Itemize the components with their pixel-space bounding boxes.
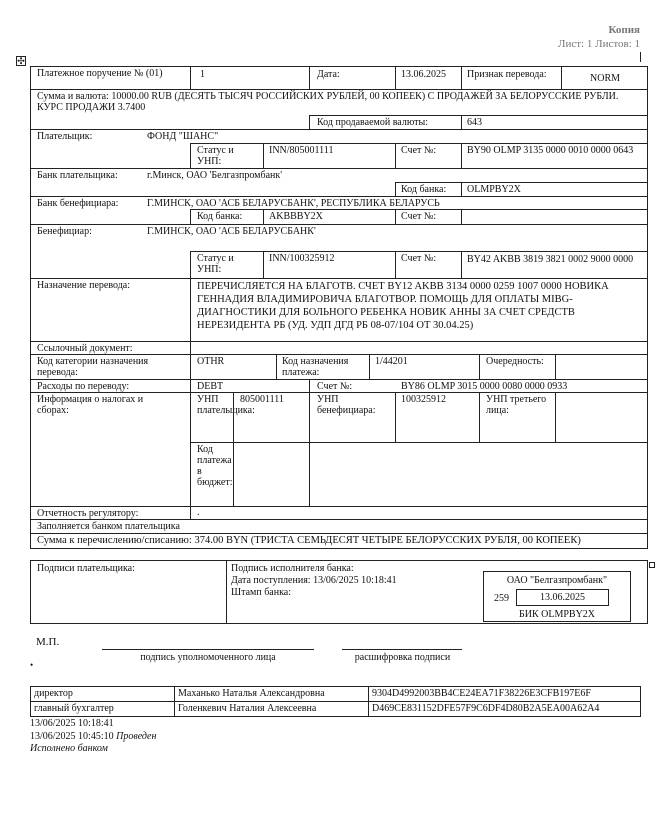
beneficiary-bank-code-label: Код банка: — [197, 211, 243, 222]
payer-status-label: Статус и УНП: — [197, 145, 234, 167]
transfer-sign-value: NORM — [590, 73, 621, 84]
order-number: 1 — [200, 69, 205, 80]
expenses-label: Расходы по переводу: — [37, 381, 130, 392]
received-date: Дата поступления: 13/06/2025 10:18:41 — [231, 575, 397, 586]
payer-bank-code-label: Код банка: — [401, 184, 447, 195]
signer-role: директор — [31, 687, 175, 702]
category-value: OTHR — [197, 356, 225, 367]
timestamp-processed — [30, 731, 156, 742]
regulator-value: . — [197, 507, 200, 518]
stamp-bank-name: ОАО "Белгазпромбанк" — [506, 575, 608, 586]
payer-status-value: INN/805001111 — [269, 145, 334, 156]
priority-label: Очередность: — [486, 356, 544, 367]
signature-caption: подпись уполномоченного лица — [140, 652, 276, 663]
purpose-label: Назначение перевода: — [37, 280, 131, 291]
taxes-label: Информация о налогах и сборах: — [37, 394, 144, 416]
sheet-info: Лист: 1 Листов: 1 — [558, 38, 640, 50]
payer-bank-label: Банк плательщика: — [37, 170, 118, 181]
beneficiary-bank-code: AKBBBY2X — [269, 211, 323, 222]
payer-account-label: Счет №: — [401, 145, 437, 156]
beneficiary-status-value: INN/100325912 — [269, 253, 335, 264]
expenses-account-label: Счет №: — [317, 381, 353, 392]
beneficiary-bank-label: Банк бенефициара: — [37, 198, 119, 209]
purpose-code-label: Код назначения платежа: — [282, 356, 349, 378]
purpose-text: ПЕРЕЧИСЛЯЕТСЯ НА БЛАГОТВ. СЧЕТ BY12 AKBB 3134 0000 0259 1007 0000 НОВИКА ГЕННАДИЯ ВЛАДИМИРОВИЧА БЛАГОТВОР. ПОМОЩЬ ДЛЯ ОПЛАТЫ MIBG-ДИАГНОСТИКИ ДЛЯ БОЛЬНОГО РЕБЕНКА НОВИК АННЫ ЗА СЧЕТ СРЕДСТВ НЕРЕЗИДЕНТА РБ (УД. УДП ДГД РБ 08-07/104 ОТ 30.04.25) — [197, 281, 609, 331]
corner-mark — [640, 52, 641, 62]
date-label: Дата: — [317, 69, 340, 80]
beneficiary-bank-name: Г.МИНСК, ОАО 'АСБ БЕЛАРУСБАНК', РЕСПУБЛИКА БЕЛАРУСЬ — [147, 198, 440, 209]
beneficiary-bank-account-label: Счет №: — [401, 211, 437, 222]
payer-label: Плательщик: — [37, 131, 93, 142]
bullet-mark: • — [30, 660, 34, 670]
payer-bank-name: г.Минск, ОАО 'Белгазпромбанк' — [147, 170, 283, 181]
unp-payer: 805001111 — [240, 394, 284, 405]
copy-label: Копия — [608, 24, 640, 36]
payer-name: ФОНД "ШАНС" — [147, 131, 219, 142]
beneficiary-account-label: Счет №: — [401, 253, 437, 264]
order-date: 13.06.2025 — [401, 69, 446, 80]
signer-name: Маханько Наталья Александровна — [175, 687, 369, 702]
unp-beneficiary: 100325912 — [401, 394, 446, 405]
stamp-label: Штамп банка: — [231, 587, 291, 598]
decode-caption: расшифровка подписи — [354, 652, 451, 663]
beneficiary-label: Бенефициар: — [37, 226, 92, 237]
reference-label: Ссылочный документ: — [37, 343, 133, 354]
sold-currency-label: Код продаваемой валюты: — [317, 117, 429, 128]
signer-hash: 9304D4992003BB4CE24EA71F38226E3CFB197E6F — [369, 687, 641, 702]
timestamp-processed-time: 13/06/2025 10:45:10 — [30, 731, 114, 742]
filled-by-bank: Заполняется банком плательщика — [37, 521, 180, 532]
signer-name: Голенкевич Наталия Алексеевна — [175, 702, 369, 717]
stamp-number: 259 — [494, 593, 509, 604]
table-row — [31, 702, 641, 717]
signer-role: главный бухгалтер — [31, 702, 175, 717]
signers-table — [30, 686, 641, 717]
processed-status: Проведен — [116, 731, 157, 742]
stamp-date: 13.06.2025 — [540, 592, 585, 603]
sold-currency-code: 643 — [467, 117, 482, 128]
category-label: Код категории назначения перевода: — [37, 356, 149, 378]
budget-code-label: Код платежа в бюджет: — [197, 444, 233, 488]
executor-signature-label: Подпись исполнителя банка: — [231, 563, 354, 574]
expenses-account: BY86 OLMP 3015 0000 0080 0000 0933 — [401, 381, 568, 392]
purpose-code: 1/44201 — [375, 356, 408, 367]
unp-third-label: УНП третьего лица: — [486, 394, 547, 416]
payer-account: BY90 OLMP 3135 0000 0010 0000 0643 — [467, 145, 634, 156]
stamp-bik: БИК OLMPBY2X — [518, 609, 596, 620]
sum-to-transfer: Сумма к перечислению/списанию: 374.00 BYN (ТРИСТА СЕМЬДЕСЯТ ЧЕТЫРЕ БЕЛОРУССКИХ РУБЛЯ, 00 КОПЕЕК) — [37, 535, 581, 546]
beneficiary-name: Г.МИНСК, ОАО 'АСБ БЕЛАРУСБАНК' — [147, 226, 316, 237]
signer-hash: D469CE831152DFE57F9C6DF4D80B2A5EA00A62A4 — [369, 702, 641, 717]
mp-label: М.П. — [36, 636, 60, 648]
amount-text: Сумма и валюта: 10000.00 RUB (ДЕСЯТЬ ТЫСЯЧ РОССИЙСКИХ РУБЛЕЙ, 00 КОПЕЕК) С ПРОДАЖЕЙ ЗА БЕЛОРУССКИЕ РУБЛИ. КУРС ПРОДАЖИ 3.7400 — [37, 91, 619, 113]
transfer-sign-label: Признак перевода: — [467, 69, 547, 80]
move-icon[interactable]: ✣ — [17, 56, 25, 66]
executed-by-bank: Исполнено банком — [30, 743, 108, 754]
expenses-value: DEBT — [197, 381, 224, 392]
resize-handle-icon[interactable] — [649, 562, 655, 568]
unp-payer-label: УНП плательщика: — [197, 394, 255, 416]
order-title: Платежное поручение № (01) — [37, 68, 163, 79]
table-row — [31, 687, 641, 702]
regulator-label: Отчетность регулятору: — [37, 508, 139, 519]
timestamp-received: 13/06/2025 10:18:41 — [30, 718, 114, 729]
beneficiary-account: BY42 AKBB 3819 3821 0002 9000 0000 — [467, 254, 634, 265]
beneficiary-status-label: Статус и УНП: — [197, 253, 234, 275]
payer-bank-code: OLMPBY2X — [467, 184, 521, 195]
payer-signatures-label: Подписи плательщика: — [37, 563, 135, 574]
unp-beneficiary-label: УНП бенефициара: — [317, 394, 376, 416]
